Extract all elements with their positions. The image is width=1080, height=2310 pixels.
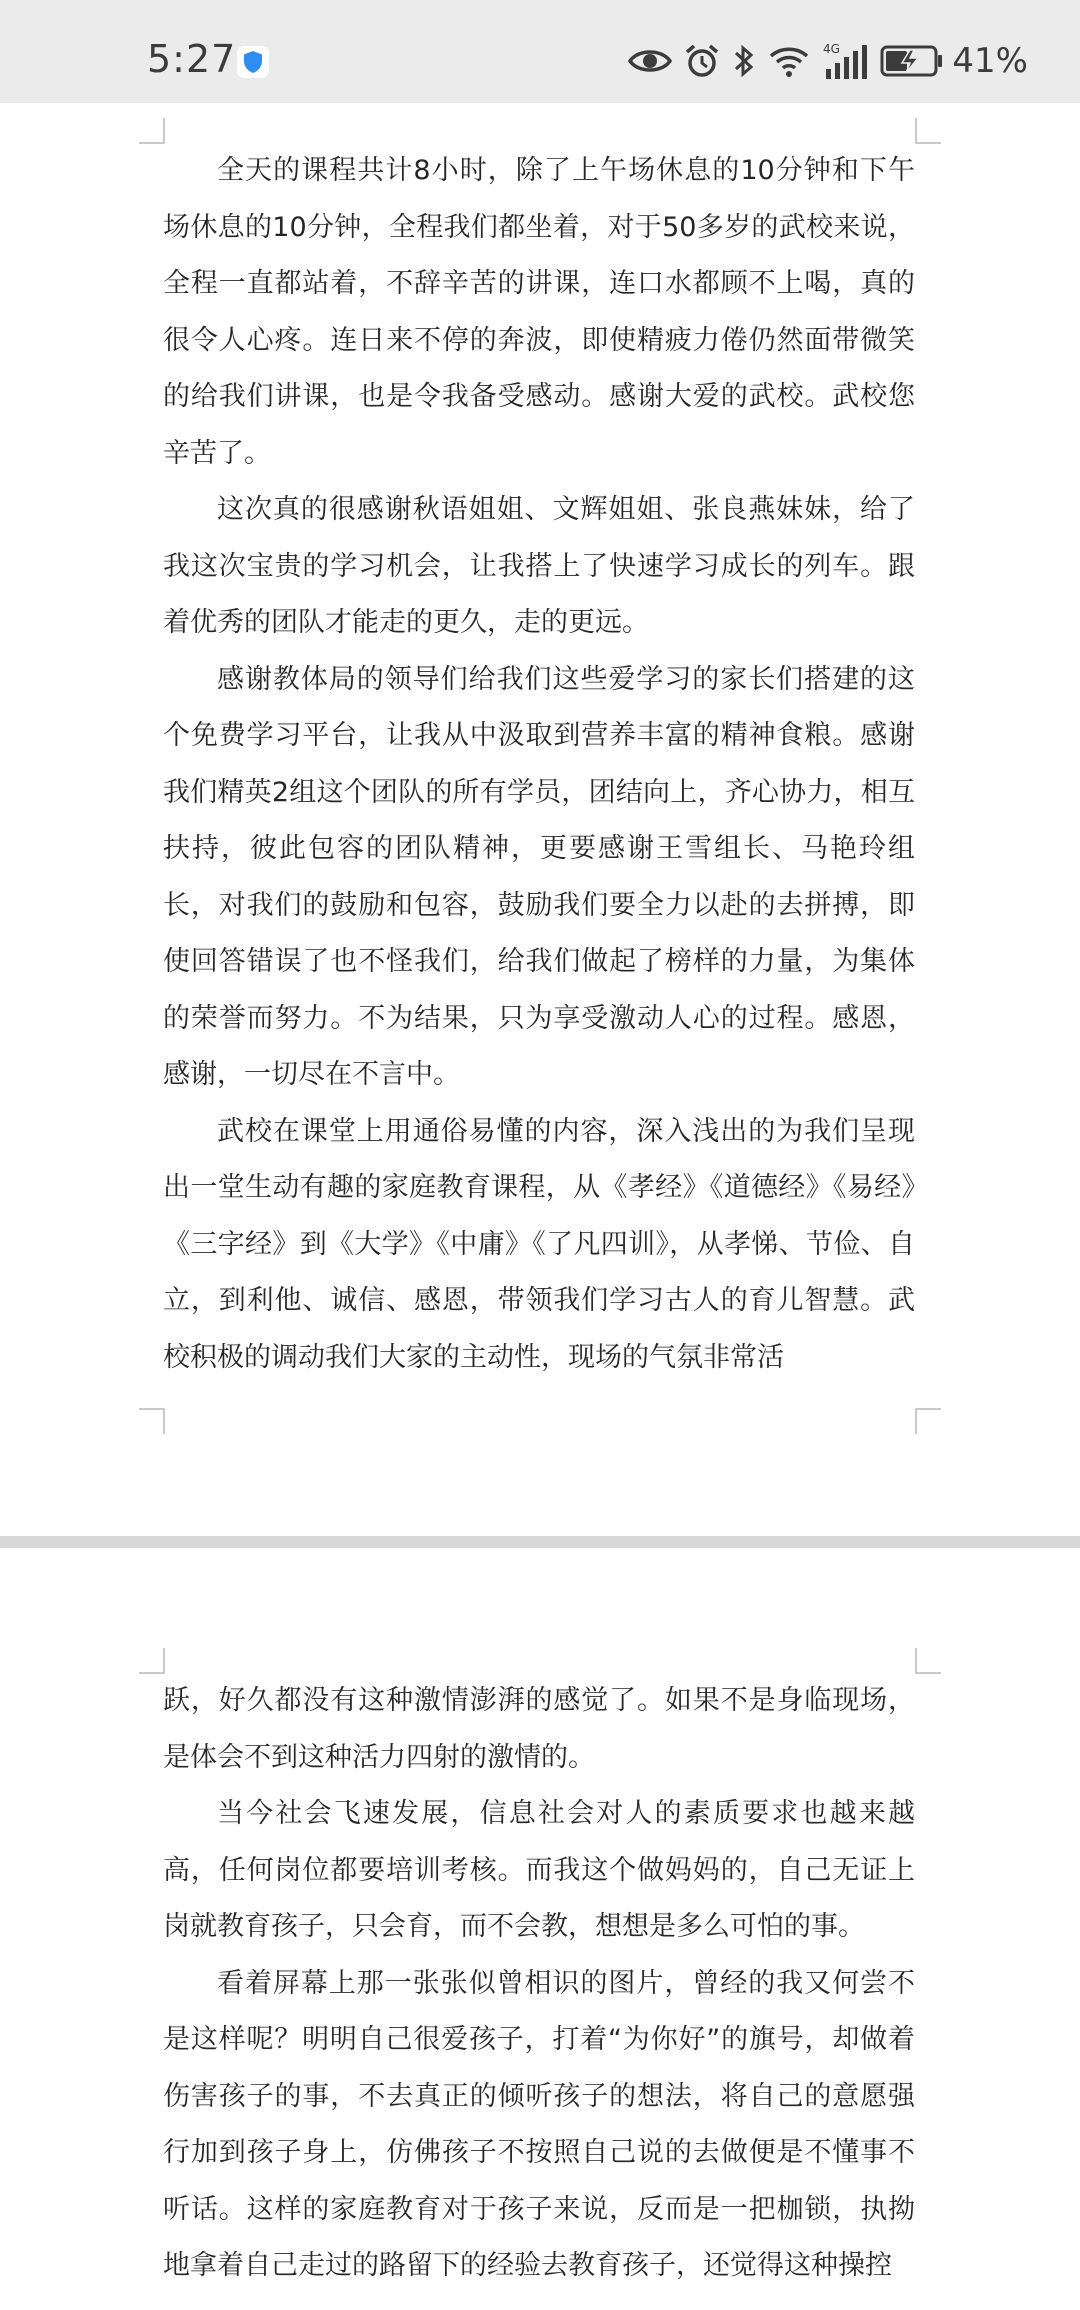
- shield-icon: [237, 46, 269, 78]
- battery-percent: 41%: [952, 41, 1028, 81]
- battery-icon: [880, 44, 944, 78]
- paragraph: 当今社会飞速发展，信息社会对人的素质要求也越来越高，任何岗位都要培训考核。而我这个做妈妈的，自己无证上岗就教育孩子，只会育，而不会教，想想是多么可怕的事。: [163, 1798, 915, 1942]
- page2-text: [163, 1673, 915, 2295]
- page2-margin-corner: [139, 1648, 165, 1674]
- eye-icon: [628, 46, 672, 76]
- status-time: 5:27: [147, 37, 237, 81]
- bluetooth-icon: [732, 43, 756, 79]
- wifi-icon: [768, 44, 810, 78]
- page1-margin-corner: [139, 118, 165, 144]
- paragraph: 武校在课堂上用通俗易懂的内容，深入浅出的为我们呈现出一堂生动有趣的家庭教育课程，从《孝经》《道德经》《易经》《三字经》到《大学》《中庸》《了凡四训》，从孝悌、节俭、自立，到利他、诚信、感恩，带领我们学习古人的育儿智慧。武校积极的调动我们大家的主动性，现场的气氛非常活: [163, 1115, 915, 1373]
- paragraph-continuation: 跃，好久都没有这种激情澎湃的感觉了。如果不是身临现场，是体会不到这种活力四射的激情的。: [163, 1685, 915, 1773]
- page2-margin-corner: [915, 1648, 941, 1674]
- signal-icon: [822, 41, 868, 81]
- paragraph: 这次真的很感谢秋语姐姐、文辉姐姐、张良燕妹妹，给了我这次宝贵的学习机会，让我搭上了快速学习成长的列车。跟着优秀的团队才能走的更久，走的更远。: [163, 494, 915, 638]
- page-separator: [0, 1536, 1080, 1548]
- page1-margin-corner: [915, 118, 941, 144]
- status-bar: [0, 0, 1080, 103]
- page1-margin-corner: [139, 1408, 165, 1434]
- page1-text: [163, 143, 915, 1386]
- network-type-label: 4G: [823, 42, 841, 56]
- status-icons: [616, 38, 1028, 84]
- paragraph: 看着屏幕上那一张张似曾相识的图片，曾经的我又何尝不是这样呢？明明自己很爱孩子，打着“为你好”的旗号，却做着伤害孩子的事，不去真正的倾听孩子的想法，将自己的意愿强行加到孩子身上，仿佛孩子不按照自己说的去做便是不懂事不听话。这样的家庭教育对于孩子来说，反而是一把枷锁，执拗地拿着自己走过的路留下的经验去教育孩子，还觉得这种操控: [163, 1967, 915, 2281]
- paragraph: 全天的课程共计8小时，除了上午场休息的10分钟和下午场休息的10分钟，全程我们都坐着，对于50多岁的武校来说，全程一直都站着，不辞辛苦的讲课，连口水都顾不上喝，真的很令人心疼。连日来不停的奔波，即使精疲力倦仍然面带微笑的给我们讲课，也是令我备受感动。感谢大爱的武校。武校您辛苦了。: [163, 155, 915, 469]
- page1-margin-corner: [915, 1408, 941, 1434]
- alarm-icon: [684, 43, 720, 79]
- document-view[interactable]: [0, 103, 1080, 2310]
- paragraph: 感谢教体局的领导们给我们这些爱学习的家长们搭建的这个免费学习平台，让我从中汲取到营养丰富的精神食粮。感谢我们精英2组这个团队的所有学员，团结向上，齐心协力，相互扶持，彼此包容的团队精神，更要感谢王雪组长、马艳玲组长，对我们的鼓励和包容，鼓励我们要全力以赴的去拼搏，即使回答错误了也不怪我们，给我们做起了榜样的力量，为集体的荣誉而努力。不为结果，只为享受激动人心的过程。感恩，感谢，一切尽在不言中。: [163, 663, 915, 1090]
